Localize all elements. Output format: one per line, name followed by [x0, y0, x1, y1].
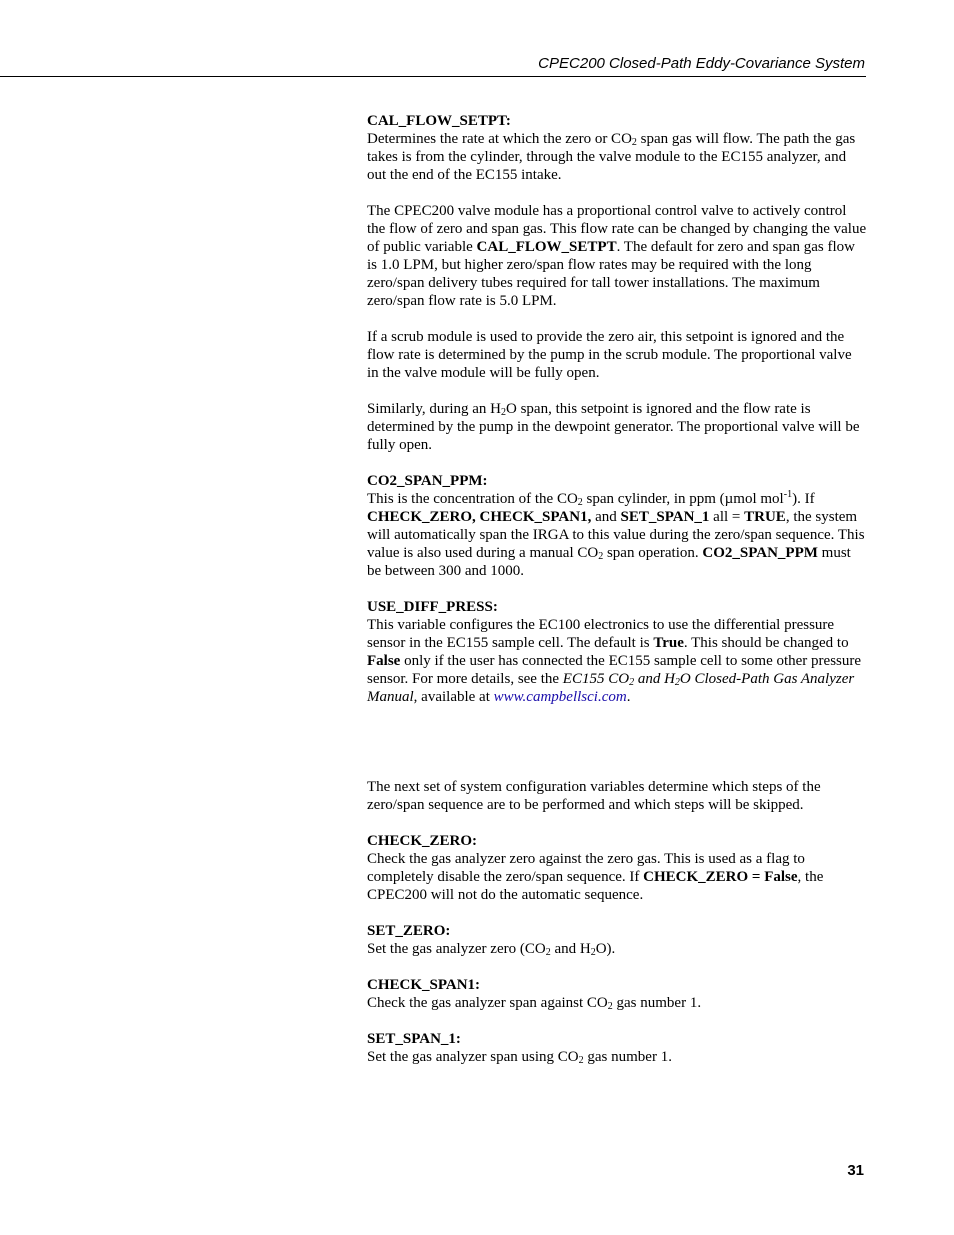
section-gap	[367, 742, 867, 778]
cal-flow-paragraph-1: Determines the rate at which the zero or $CO_2$ span gas will flow. The path the gas takes is from the cylinder, through the valve module to the EC155 analyzer, and out the end of the EC155 intake.	[367, 131, 856, 183]
term-cal-flow-setpt: CAL_FLOW_SETPT:	[367, 113, 511, 129]
header-rule	[0, 76, 866, 77]
cal-flow-paragraph-4: Similarly, during an $H_2O$ span, this setpoint is ignored and the flow rate is determined by the pump in the dewpoint generator. The proportional valve will be fully open.	[367, 401, 860, 453]
term-set-zero: SET_ZERO:	[367, 923, 451, 939]
set-span1-paragraph: Set the gas analyzer span using $CO_2$ gas number 1.	[367, 1049, 672, 1066]
campbellsci-link[interactable]: www.campbellsci.com	[493, 689, 627, 705]
term-set-span-1: SET_SPAN_1:	[367, 1031, 461, 1047]
cal-flow-paragraph-3: If a scrub module is used to provide the zero air, this setpoint is ignored and the flow rate is determined by the pump in the scrub module. The proportional valve in the valve module will be fully open.	[367, 329, 852, 381]
term-check-span1: CHECK_SPAN1:	[367, 977, 481, 993]
set-zero-paragraph: Set the gas analyzer zero ($CO_2$ and $H_2O$).	[367, 941, 616, 958]
term-use-diff-press: USE_DIFF_PRESS:	[367, 599, 498, 615]
use-diff-paragraph: This variable configures the EC100 electronics to use the differential pressure sensor in the EC155 sample cell. The default is True. This should be changed to False only if the user has connected the EC155 sample cell to some other pressure sensor. For more details, see the EC155 $CO_2$ and $H_2O$ Closed-Path Gas Analyzer Manual, available at www.campbellsci.com.	[367, 617, 862, 705]
section-gap	[367, 706, 867, 742]
intro-next-variables: The next set of system configuration variables determine which steps of the zero/span sequence are to be performed and which steps will be skipped.	[367, 779, 821, 813]
check-zero-paragraph: Check the gas analyzer zero against the zero gas. This is used as a flag to completely disable the zero/span sequence. If CHECK_ZERO = False, the CPEC200 will not do the automatic sequence.	[367, 851, 824, 903]
cal-flow-paragraph-2: The CPEC200 valve module has a proportional control valve to actively control the flow of zero and span gas. This flow rate can be changed by changing the value of public variable CAL_FLOW_SETPT. The default for zero and span gas flow is 1.0 LPM, but higher zero/span flow rates may be required with the long zero/span delivery tubes required for tall tower installations. The maximum zero/span flow rate is 5.0 LPM.	[367, 203, 867, 309]
co2-span-paragraph: This is the concentration of the $CO_2$ span cylinder, in ppm (µmol mol$^{-1}$). If CHECK_ZERO, CHECK_SPAN1, and SET_SPAN_1 all = TRUE, the system will automatically span the IRGA to this value during the zero/span sequence. This value is also used during a manual $CO_2$ span operation. CO2_SPAN_PPM must be between 300 and 1000.	[367, 489, 865, 579]
running-header: CPEC200 Closed-Path Eddy-Covariance System	[538, 55, 865, 72]
term-check-zero: CHECK_ZERO:	[367, 833, 478, 849]
term-co2-span-ppm: CO2_SPAN_PPM:	[367, 473, 488, 489]
page-number: 31	[847, 1162, 864, 1179]
document-body	[367, 112, 867, 1084]
check-span1-paragraph: Check the gas analyzer span against $CO_2$ gas number 1.	[367, 995, 702, 1012]
